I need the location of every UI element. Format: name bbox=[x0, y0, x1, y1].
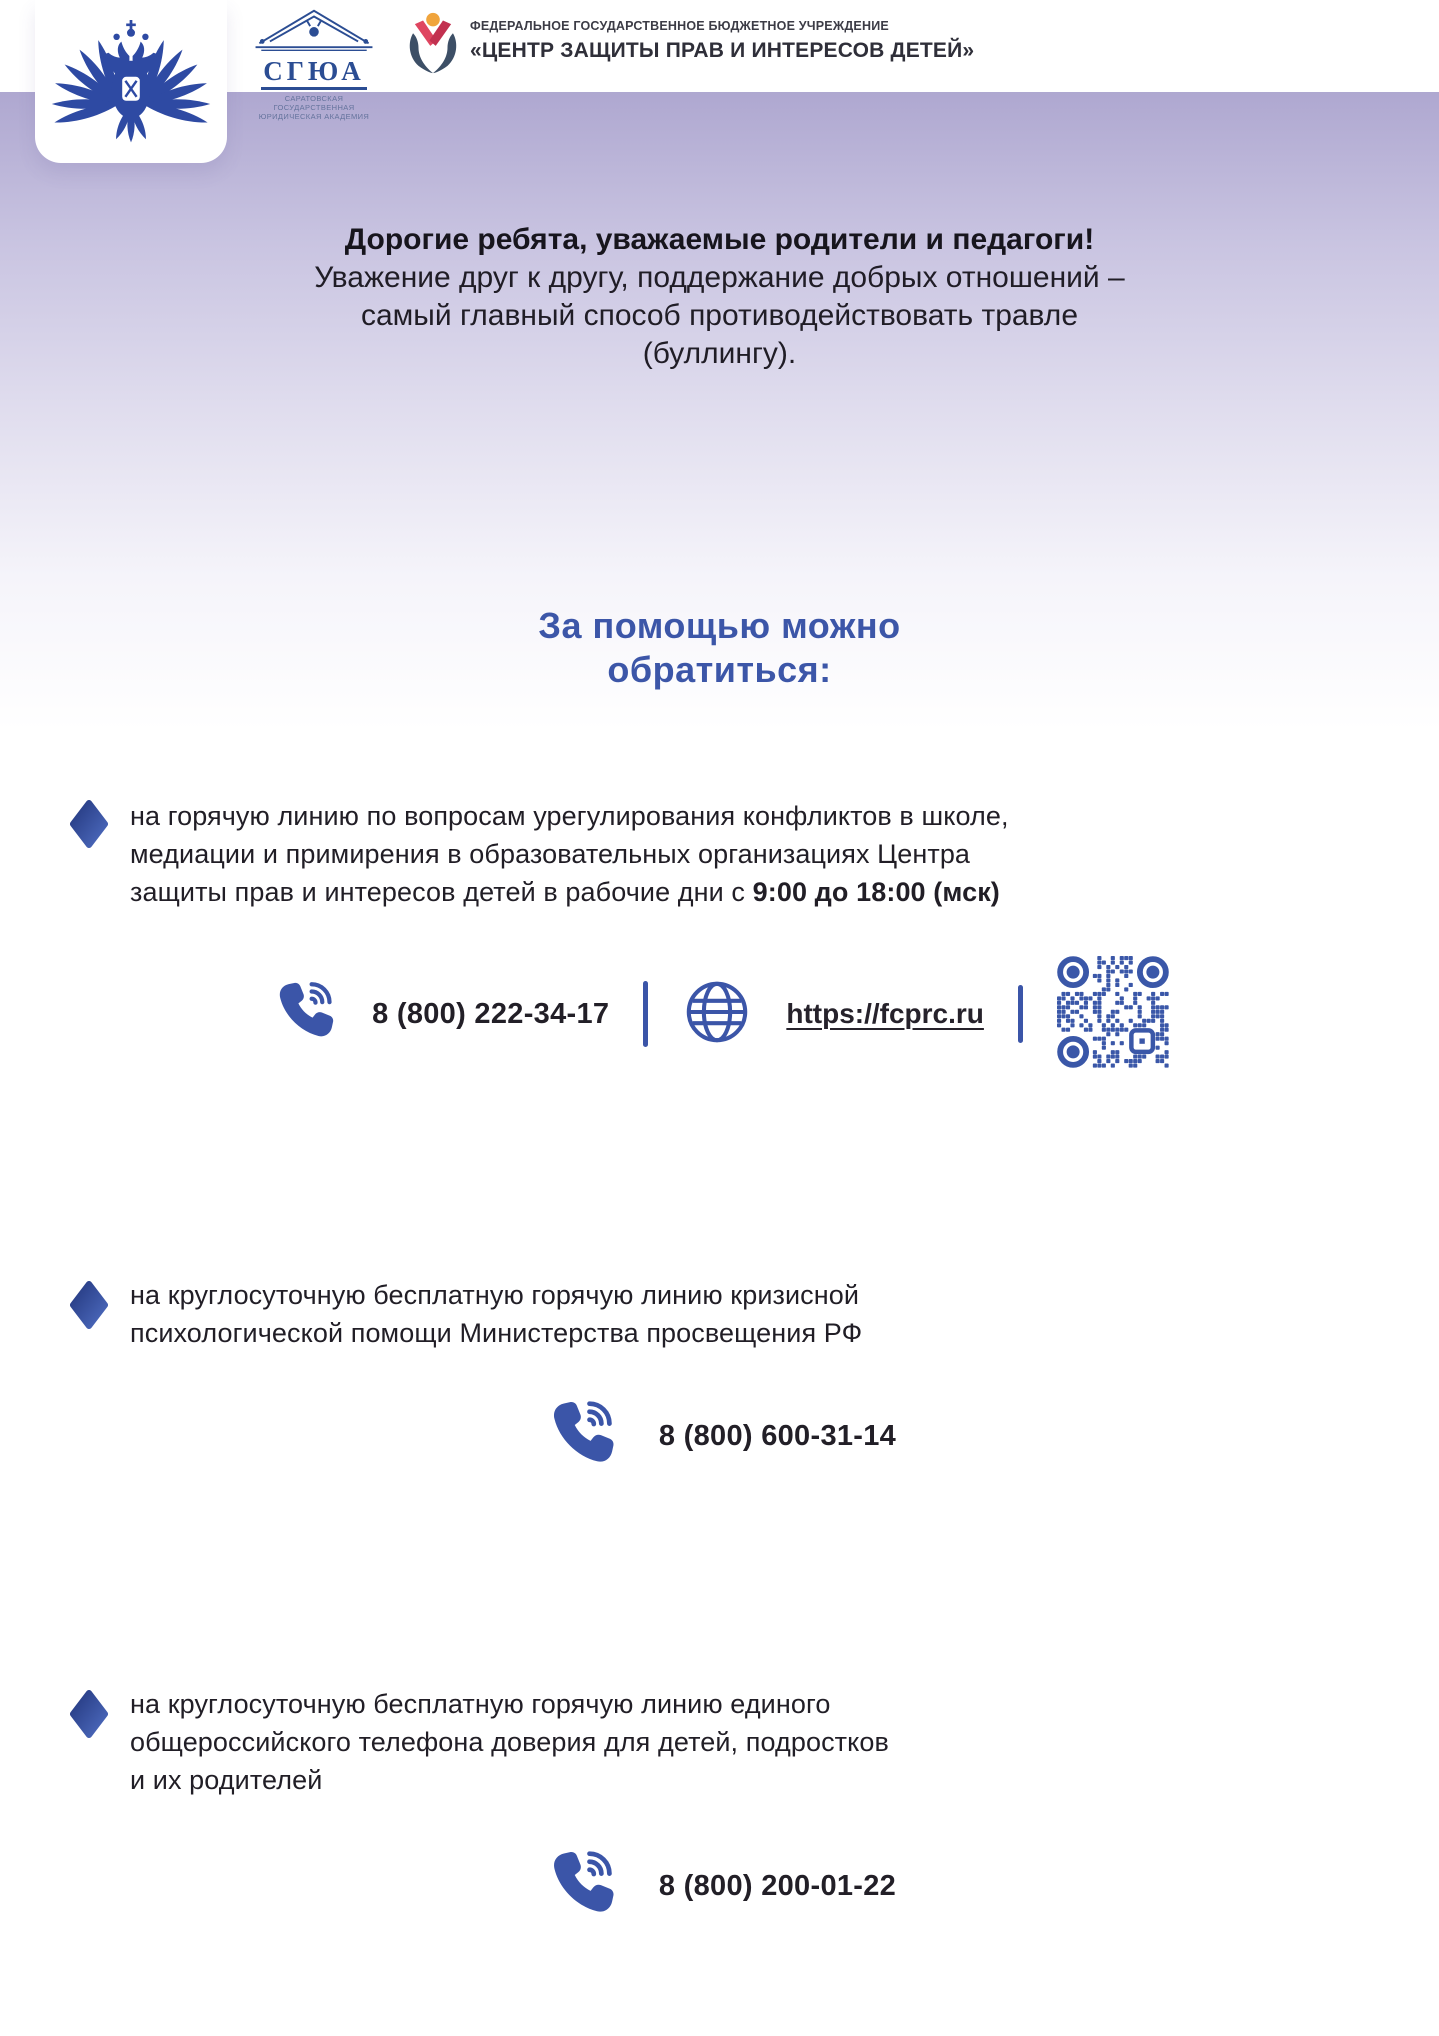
item1-line3-hours: 9:00 до 18:00 (мск) bbox=[752, 877, 1000, 907]
help-heading-line1: За помощью можно bbox=[538, 605, 901, 646]
item3-line2: общероссийского телефона доверия для детей, подростков bbox=[130, 1727, 889, 1757]
org-name-block bbox=[470, 19, 974, 63]
item3-line1: на круглосуточную бесплатную горячую линию единого bbox=[130, 1689, 831, 1719]
phone-number-1: 8 (800) 222-34-17 bbox=[372, 997, 610, 1030]
help-item-1 bbox=[130, 797, 1060, 911]
divider bbox=[643, 981, 648, 1047]
intro-line-1: Уважение друг к другу, поддержание добрых отношений – bbox=[314, 261, 1125, 294]
diamond-bullet-icon bbox=[70, 1281, 108, 1329]
sgua-acronym: СГЮА bbox=[263, 56, 365, 86]
intro-title: Дорогие ребята, уважаемые родители и педагоги! bbox=[344, 223, 1095, 256]
item1-line3-prefix: защиты прав и интересов детей в рабочие дни с bbox=[130, 877, 753, 907]
sgua-logo bbox=[246, 5, 382, 121]
intro-line-3: (буллингу). bbox=[642, 337, 797, 370]
help-heading bbox=[0, 604, 1439, 692]
sgua-pediment-icon bbox=[251, 38, 377, 55]
emblem-card bbox=[35, 0, 227, 163]
phone-icon bbox=[543, 1848, 619, 1925]
org-type-line: ФЕДЕРАЛЬНОЕ ГОСУДАРСТВЕННОЕ БЮДЖЕТНОЕ УЧРЕЖДЕНИЕ bbox=[470, 19, 889, 33]
center-logo-icon bbox=[404, 11, 462, 84]
divider bbox=[1018, 985, 1023, 1043]
phone-icon bbox=[543, 1398, 619, 1475]
help-heading-line2: обратиться: bbox=[607, 649, 832, 690]
sgua-underline bbox=[261, 87, 367, 90]
contact-row bbox=[0, 948, 1439, 1080]
item1-line2: медиации и примирения в образовательных организациях Центра bbox=[130, 839, 971, 869]
intro-line-2: самый главный способ противодействовать травле bbox=[361, 299, 1078, 332]
diamond-bullet-icon bbox=[70, 800, 108, 848]
sgua-caption-line2: ЮРИДИЧЕСКАЯ АКАДЕМИЯ bbox=[258, 112, 370, 121]
item1-line3 bbox=[130, 873, 1060, 911]
sgua-caption-line1: САРАТОВСКАЯ ГОСУДАРСТВЕННАЯ bbox=[273, 94, 355, 112]
phone-icon bbox=[270, 979, 338, 1049]
phone-row-3 bbox=[0, 1848, 1439, 1925]
qr-code bbox=[1057, 956, 1169, 1073]
diamond-bullet-icon bbox=[70, 1690, 108, 1738]
org-name-line: «ЦЕНТР ЗАЩИТЫ ПРАВ И ИНТЕРЕСОВ ДЕТЕЙ» bbox=[470, 39, 975, 62]
help-item-2 bbox=[130, 1276, 1060, 1352]
eagle-emblem-icon bbox=[43, 0, 219, 157]
item1-line1: на горячую линию по вопросам урегулирования конфликтов в школе, bbox=[130, 801, 1009, 831]
phone-number-3: 8 (800) 200-01-22 bbox=[658, 1870, 897, 1902]
item3-line3: и их родителей bbox=[130, 1765, 323, 1795]
globe-icon bbox=[682, 977, 752, 1052]
item2-line1: на круглосуточную бесплатную горячую линию кризисной bbox=[130, 1280, 860, 1310]
website-link[interactable]: https://fcprc.ru bbox=[786, 998, 984, 1029]
item2-line2: психологической помощи Министерства просвещения РФ bbox=[130, 1318, 863, 1348]
phone-number-2: 8 (800) 600-31-14 bbox=[658, 1420, 897, 1452]
help-item-3 bbox=[130, 1685, 1060, 1799]
phone-row-2 bbox=[0, 1398, 1439, 1475]
intro-section bbox=[0, 221, 1439, 373]
